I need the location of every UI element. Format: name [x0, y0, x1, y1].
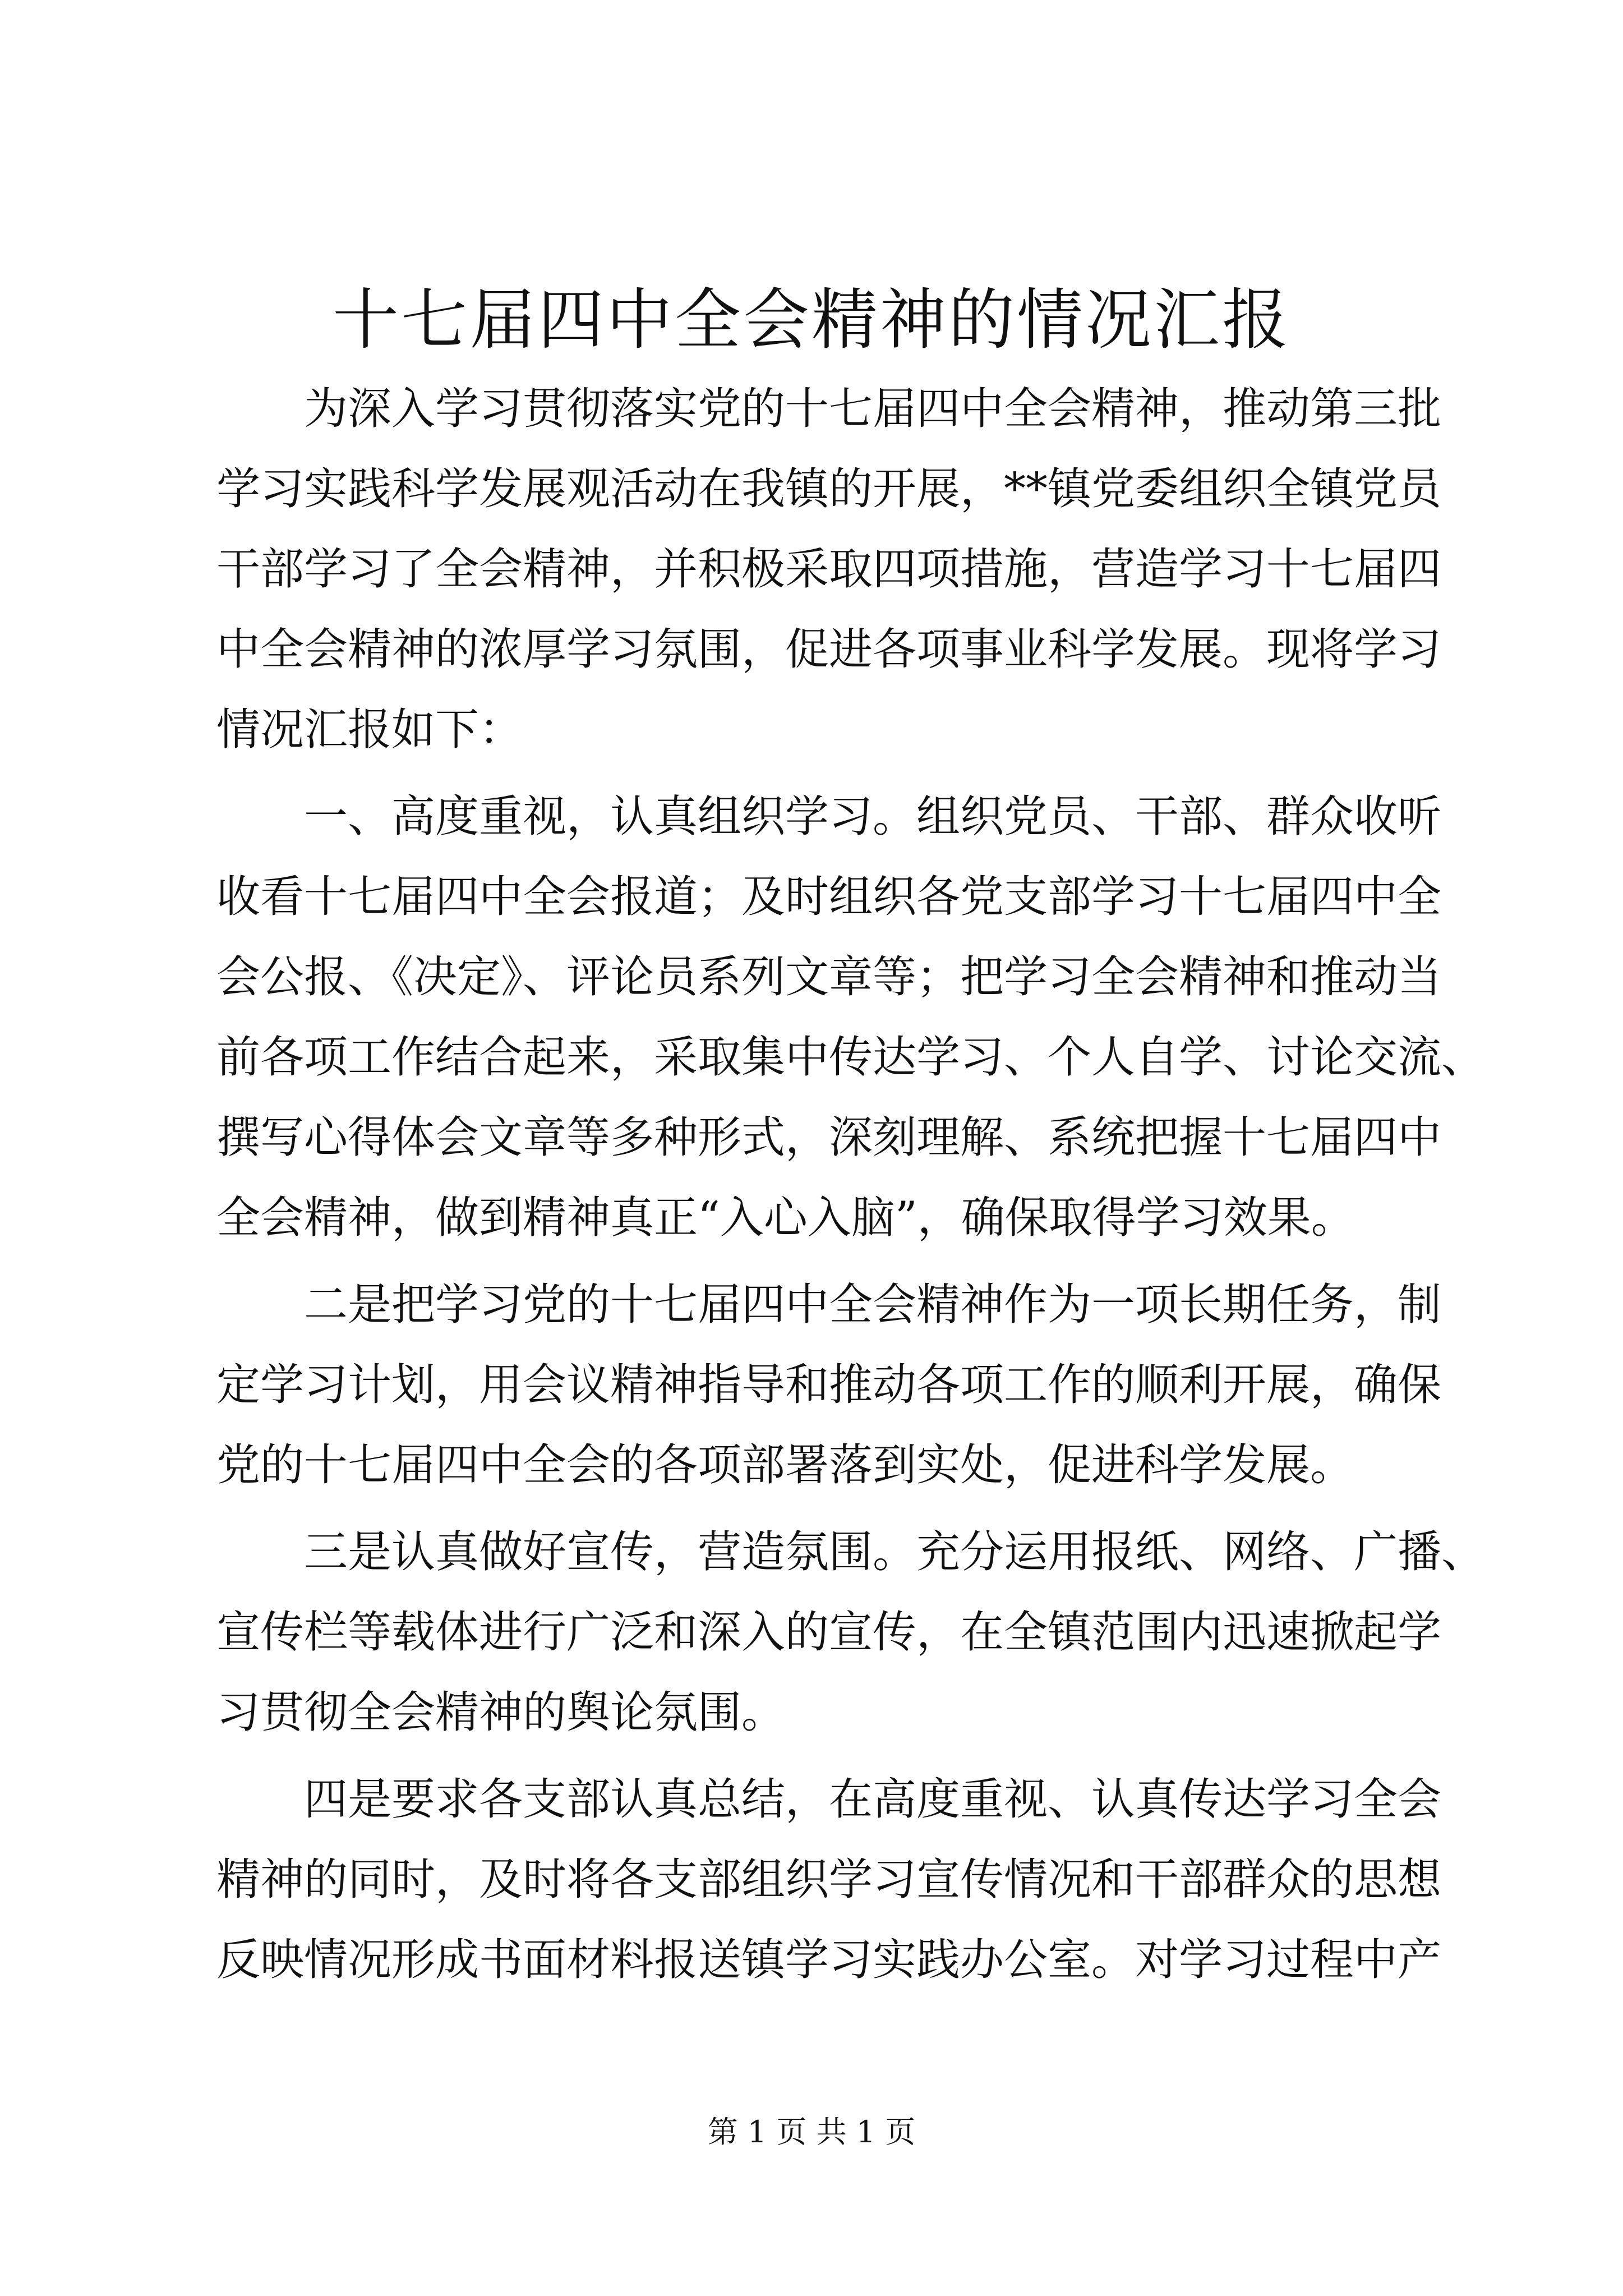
- paragraph-section-3: [216, 1512, 1486, 1753]
- paragraph-line: 习贯彻全会精神的舆论氛围。: [216, 1687, 786, 1738]
- paragraph-line: 宣传栏等载体进行广泛和深入的宣传，在全镇范围内迅速掀起学: [216, 1607, 1442, 1658]
- paragraph-line: 收看十七届四中全会报道；及时组织各党支部学习十七届四中全: [216, 872, 1442, 922]
- paragraph-line: 前各项工作结合起来，采取集中传达学习、个人自学、讨论交流、: [216, 1032, 1486, 1083]
- page-number-footer: 第 1 页 共 1 页: [707, 2114, 916, 2150]
- paragraph-line: 撰写心得体会文章等多种形式，深刻理解、系统把握十七届四中: [216, 1112, 1442, 1163]
- paragraph-section-2: [216, 1265, 1442, 1506]
- paragraph-line: 四是要求各支部认真总结，在高度重视、认真传达学习全会: [304, 1774, 1442, 1825]
- paragraph-section-1: [216, 777, 1486, 1258]
- document-title: 十七届四中全会精神的情况汇报: [332, 281, 1290, 358]
- paragraph-line: 一、高度重视，认真组织学习。组织党员、干部、群众收听: [304, 792, 1442, 842]
- paragraph-line: 定学习计划，用会议精神指导和推动各项工作的顺利开展，确保: [216, 1360, 1442, 1410]
- paragraph-section-4: [216, 1760, 1442, 2000]
- paragraph-line: 情况汇报如下：: [216, 705, 523, 755]
- paragraph-intro: [216, 369, 1442, 770]
- paragraph-line: 二是把学习党的十七届四中全会精神作为一项长期任务，制: [304, 1280, 1442, 1330]
- paragraph-line: 全会精神，做到精神真正“入心入脑”，确保取得学习效果。: [216, 1193, 1355, 1243]
- document-body: [216, 369, 1486, 2000]
- paragraph-line: 中全会精神的浓厚学习氛围，促进各项事业科学发展。现将学习: [216, 624, 1442, 675]
- paragraph-line: 干部学习了全会精神，并积极采取四项措施，营造学习十七届四: [216, 544, 1442, 595]
- paragraph-line: 三是认真做好宣传，营造氛围。充分运用报纸、网络、广播、: [304, 1527, 1486, 1577]
- paragraph-line: 反映情况形成书面材料报送镇学习实践办公室。对学习过程中产: [216, 1935, 1442, 1985]
- paragraph-line: 为深入学习贯彻落实党的十七届四中全会精神，推动第三批: [304, 384, 1442, 434]
- paragraph-line: 学习实践科学发展观活动在我镇的开展，**镇党委组织全镇党员: [216, 464, 1442, 514]
- paragraph-line: 精神的同时，及时将各支部组织学习宣传情况和干部群众的思想: [216, 1855, 1442, 1905]
- paragraph-line: 党的十七届四中全会的各项部署落到实处，促进科学发展。: [216, 1440, 1354, 1490]
- paragraph-line: 会公报、《决定》、评论员系列文章等；把学习全会精神和推动当: [216, 952, 1442, 1002]
